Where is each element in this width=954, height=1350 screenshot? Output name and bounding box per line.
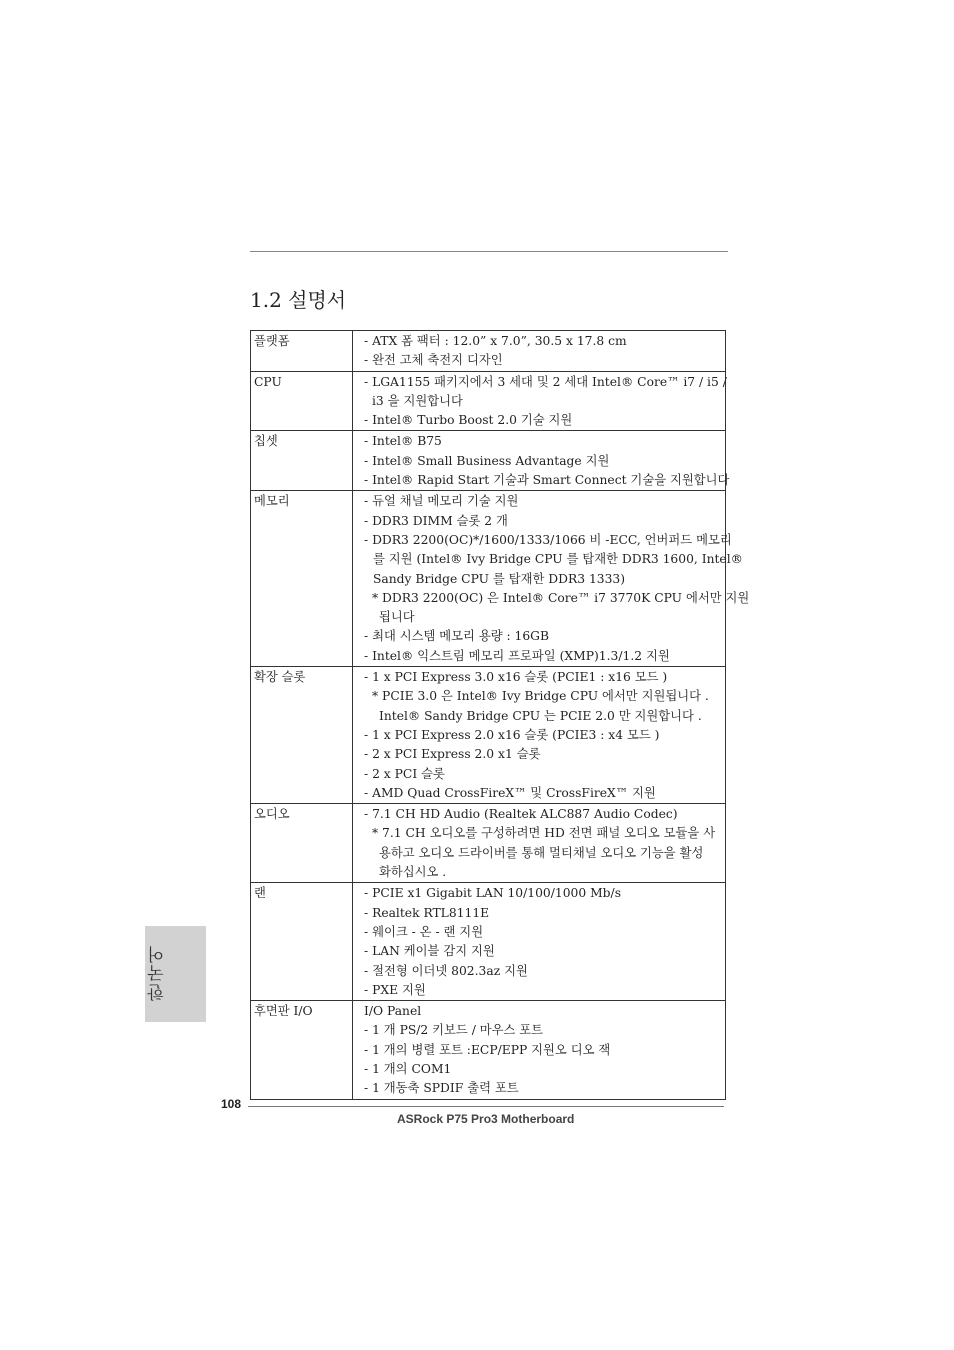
spec-row <box>251 804 726 883</box>
spec-label: 메모리 <box>251 491 353 667</box>
spec-value <box>353 804 726 883</box>
spec-line: - PCIE x1 Gigabit LAN 10/100/1000 Mb/s <box>364 886 622 901</box>
spec-value <box>353 883 726 1001</box>
footer-title: ASRock P75 Pro3 Motherboard <box>397 1112 575 1126</box>
spec-line: - 최대 시스템 메모리 용량 : 16GB <box>364 629 550 644</box>
spec-line: 화하십시오 . <box>379 865 447 880</box>
spec-line: - 1 x PCI Express 2.0 x16 슬롯 (PCIE3 : x4 모드 ) <box>364 727 660 742</box>
top-divider <box>250 251 728 252</box>
spec-row <box>251 1001 726 1099</box>
spec-line: I/O Panel <box>364 1004 422 1019</box>
spec-value <box>353 491 750 667</box>
spec-value <box>353 1001 726 1099</box>
spec-line: - DDR3 DIMM 슬롯 2 개 <box>364 513 508 528</box>
spec-label: 칩셋 <box>251 431 353 491</box>
spec-line: * DDR3 2200(OC) 은 Intel® Core™ i7 3770K CPU 에서만 지원 <box>372 590 750 605</box>
spec-value <box>353 431 730 491</box>
spec-label: CPU <box>251 371 353 431</box>
spec-line: - 절전형 이더넷 802.3az 지원 <box>364 963 528 978</box>
spec-line: - 1 x PCI Express 3.0 x16 슬롯 (PCIE1 : x16 모드 ) <box>364 670 668 685</box>
spec-row <box>251 491 726 667</box>
spec-line: - Intel® Turbo Boost 2.0 기술 지원 <box>364 413 573 428</box>
spec-line: - 7.1 CH HD Audio (Realtek ALC887 Audio Codec) <box>364 807 678 822</box>
spec-row <box>251 371 726 431</box>
spec-label: 플랫폼 <box>251 331 353 372</box>
spec-line: 를 지원 (Intel® Ivy Bridge CPU 를 탑재한 DDR3 1600, Intel® <box>373 552 743 567</box>
spec-line: 됩니다 <box>379 610 415 625</box>
spec-line: - PXE 지원 <box>364 982 426 997</box>
spec-line: - Intel® Rapid Start 기술과 Smart Connect 기술을 지원합니다 <box>364 473 730 488</box>
spec-label: 후면판 I/O <box>251 1001 353 1099</box>
spec-line: - 1 개의 병렬 포트 :ECP/EPP 지원오 디오 잭 <box>364 1042 611 1057</box>
language-tab-label: 한국어 <box>148 944 168 1002</box>
spec-line: - LAN 케이블 감지 지원 <box>364 944 495 959</box>
spec-line: - AMD Quad CrossFireX™ 및 CrossFireX™ 지원 <box>364 785 656 800</box>
spec-line: i3 을 지원합니다 <box>372 393 463 408</box>
spec-line: - 2 x PCI 슬롯 <box>364 766 445 781</box>
spec-line: Sandy Bridge CPU 를 탑재한 DDR3 1333) <box>373 571 626 586</box>
spec-line: - Intel® Small Business Advantage 지원 <box>364 453 610 468</box>
spec-row <box>251 883 726 1001</box>
page-number: 108 <box>221 1097 242 1111</box>
spec-line: - 웨이크 - 온 - 랜 지원 <box>364 924 484 939</box>
spec-value <box>353 371 726 431</box>
spec-line: - 1 개의 COM1 <box>364 1061 452 1076</box>
spec-line: - DDR3 2200(OC)*/1600/1333/1066 비 -ECC, 언버퍼드 메모리 <box>364 532 732 547</box>
spec-line: - LGA1155 패키지에서 3 세대 및 2 세대 Intel® Core™ i7 / i5 / <box>364 374 727 389</box>
spec-row <box>251 431 726 491</box>
spec-table <box>250 330 750 1100</box>
spec-line: * 7.1 CH 오디오를 구성하려면 HD 전면 패널 오디오 모듈을 사 <box>372 826 716 841</box>
spec-line: - 1 개 PS/2 키보드 / 마우스 포트 <box>364 1023 544 1038</box>
spec-label: 확장 슬롯 <box>251 667 353 804</box>
spec-value <box>353 331 726 372</box>
spec-value <box>353 667 726 804</box>
spec-label: 오디오 <box>251 804 353 883</box>
spec-line: * PCIE 3.0 은 Intel® Ivy Bridge CPU 에서만 지원됩니다 . <box>372 689 709 704</box>
spec-line: - Realtek RTL8111E <box>364 905 490 920</box>
spec-row <box>251 331 726 372</box>
spec-line: Intel® Sandy Bridge CPU 는 PCIE 2.0 만 지원합니다 . <box>379 708 702 723</box>
spec-line: - Intel® 익스트림 메모리 프로파일 (XMP)1.3/1.2 지원 <box>364 648 670 663</box>
spec-line: - 듀얼 채널 메모리 기술 지원 <box>364 494 519 509</box>
spec-line: - Intel® B75 <box>364 434 442 449</box>
footer-divider <box>248 1106 724 1107</box>
spec-line: - 1 개동축 SPDIF 출력 포트 <box>364 1081 519 1096</box>
spec-label: 랜 <box>251 883 353 1001</box>
spec-line: - 2 x PCI Express 2.0 x1 슬롯 <box>364 747 541 762</box>
spec-line: - ATX 폼 팩터 : 12.0” x 7.0”, 30.5 x 17.8 cm <box>364 334 627 348</box>
spec-row <box>251 667 726 804</box>
spec-line: - 완전 고체 축전지 디자인 <box>364 353 503 368</box>
language-side-tab <box>145 926 206 1022</box>
section-title: 1.2 설명서 <box>250 288 347 312</box>
spec-line: 용하고 오디오 드라이버를 통해 멀티채널 오디오 기능을 활성 <box>379 845 704 860</box>
